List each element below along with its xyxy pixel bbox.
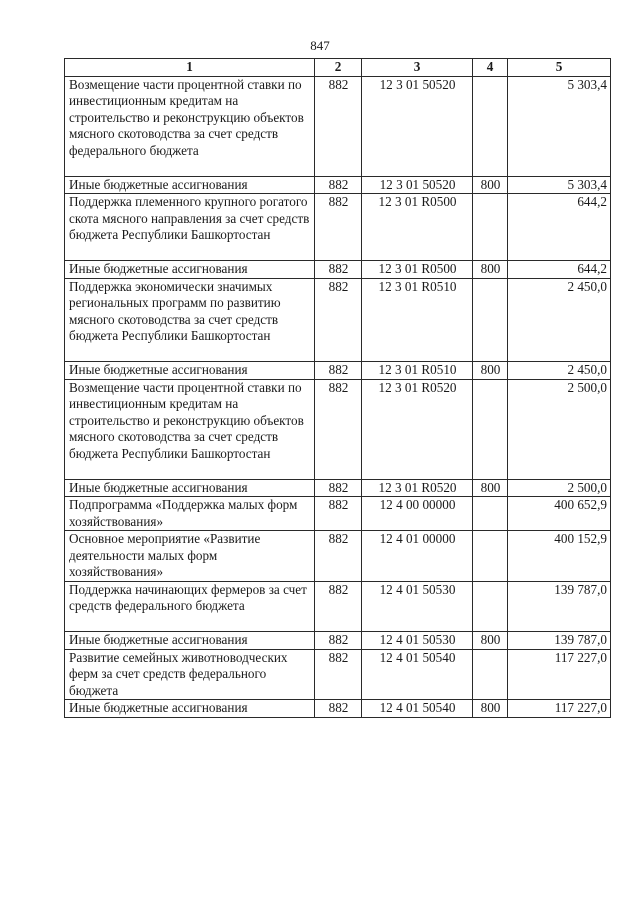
row-target-article: 12 3 01 R0510 bbox=[362, 278, 473, 362]
row-amount: 139 787,0 bbox=[508, 581, 611, 632]
row-name: Возмещение части процентной ставки по инвестиционным кредитам на строительство и реконструкцию объектов мясного скотоводства за счет средств бюджета Республики Башкортостан bbox=[65, 379, 315, 479]
row-code: 882 bbox=[315, 700, 362, 718]
column-header-5: 5 bbox=[508, 59, 611, 77]
row-amount: 2 500,0 bbox=[508, 479, 611, 497]
row-expense-type bbox=[473, 649, 508, 700]
table-row bbox=[65, 479, 611, 497]
row-target-article: 12 3 01 50520 bbox=[362, 76, 473, 176]
row-code: 882 bbox=[315, 194, 362, 261]
row-code: 882 bbox=[315, 278, 362, 362]
row-amount: 139 787,0 bbox=[508, 632, 611, 650]
row-name: Подпрограмма «Поддержка малых форм хозяйствования» bbox=[65, 497, 315, 531]
row-amount: 2 450,0 bbox=[508, 278, 611, 362]
table-row bbox=[65, 700, 611, 718]
row-amount: 644,2 bbox=[508, 261, 611, 279]
table-row bbox=[65, 497, 611, 531]
row-expense-type: 800 bbox=[473, 362, 508, 380]
table-row bbox=[65, 379, 611, 479]
table-row bbox=[65, 362, 611, 380]
row-expense-type: 800 bbox=[473, 176, 508, 194]
table-row bbox=[65, 581, 611, 632]
row-code: 882 bbox=[315, 581, 362, 632]
row-target-article: 12 3 01 R0500 bbox=[362, 194, 473, 261]
table-row bbox=[65, 176, 611, 194]
page-number: 847 bbox=[310, 38, 330, 53]
row-code: 882 bbox=[315, 176, 362, 194]
row-name: Иные бюджетные ассигнования bbox=[65, 362, 315, 380]
row-code: 882 bbox=[315, 76, 362, 176]
table-body bbox=[65, 76, 611, 717]
budget-table bbox=[64, 58, 611, 718]
row-amount: 400 152,9 bbox=[508, 531, 611, 582]
column-header-2: 2 bbox=[315, 59, 362, 77]
row-expense-type: 800 bbox=[473, 261, 508, 279]
row-expense-type bbox=[473, 278, 508, 362]
table-row bbox=[65, 531, 611, 582]
row-expense-type bbox=[473, 497, 508, 531]
row-name: Иные бюджетные ассигнования bbox=[65, 632, 315, 650]
row-code: 882 bbox=[315, 479, 362, 497]
row-name: Иные бюджетные ассигнования bbox=[65, 479, 315, 497]
row-target-article: 12 3 01 R0520 bbox=[362, 479, 473, 497]
row-target-article: 12 3 01 R0510 bbox=[362, 362, 473, 380]
column-header-3: 3 bbox=[362, 59, 473, 77]
row-code: 882 bbox=[315, 379, 362, 479]
row-name: Поддержка экономически значимых региональных программ по развитию мясного скотоводства за счет средств бюджета Республики Башкортостан bbox=[65, 278, 315, 362]
row-code: 882 bbox=[315, 632, 362, 650]
row-name: Иные бюджетные ассигнования bbox=[65, 261, 315, 279]
row-amount: 117 227,0 bbox=[508, 700, 611, 718]
row-amount: 5 303,4 bbox=[508, 76, 611, 176]
row-name: Поддержка начинающих фермеров за счет средств федерального бюджета bbox=[65, 581, 315, 632]
row-code: 882 bbox=[315, 649, 362, 700]
table-header-row bbox=[65, 59, 611, 77]
row-amount: 400 652,9 bbox=[508, 497, 611, 531]
table-row bbox=[65, 632, 611, 650]
row-name: Иные бюджетные ассигнования bbox=[65, 700, 315, 718]
row-expense-type: 800 bbox=[473, 632, 508, 650]
row-target-article: 12 3 01 50520 bbox=[362, 176, 473, 194]
row-target-article: 12 3 01 R0500 bbox=[362, 261, 473, 279]
row-target-article: 12 4 01 00000 bbox=[362, 531, 473, 582]
table-row bbox=[65, 76, 611, 176]
row-target-article: 12 4 00 00000 bbox=[362, 497, 473, 531]
row-code: 882 bbox=[315, 362, 362, 380]
row-code: 882 bbox=[315, 497, 362, 531]
row-amount: 2 500,0 bbox=[508, 379, 611, 479]
row-code: 882 bbox=[315, 261, 362, 279]
column-header-4: 4 bbox=[473, 59, 508, 77]
row-target-article: 12 4 01 50540 bbox=[362, 700, 473, 718]
row-expense-type: 800 bbox=[473, 479, 508, 497]
row-name: Возмещение части процентной ставки по инвестиционным кредитам на строительство и реконструкцию объектов мясного скотоводства за счет средств федерального бюджета bbox=[65, 76, 315, 176]
row-amount: 117 227,0 bbox=[508, 649, 611, 700]
table-row bbox=[65, 194, 611, 261]
row-target-article: 12 4 01 50530 bbox=[362, 632, 473, 650]
row-name: Иные бюджетные ассигнования bbox=[65, 176, 315, 194]
row-expense-type bbox=[473, 581, 508, 632]
row-expense-type bbox=[473, 76, 508, 176]
row-amount: 5 303,4 bbox=[508, 176, 611, 194]
row-expense-type: 800 bbox=[473, 700, 508, 718]
row-target-article: 12 3 01 R0520 bbox=[362, 379, 473, 479]
table-row bbox=[65, 261, 611, 279]
row-expense-type bbox=[473, 531, 508, 582]
row-code: 882 bbox=[315, 531, 362, 582]
row-expense-type bbox=[473, 379, 508, 479]
row-name: Основное мероприятие «Развитие деятельности малых форм хозяйствования» bbox=[65, 531, 315, 582]
row-target-article: 12 4 01 50540 bbox=[362, 649, 473, 700]
row-name: Поддержка племенного крупного рогатого скота мясного направления за счет средств бюджета Республики Башкортостан bbox=[65, 194, 315, 261]
row-expense-type bbox=[473, 194, 508, 261]
row-amount: 2 450,0 bbox=[508, 362, 611, 380]
column-header-1: 1 bbox=[65, 59, 315, 77]
row-target-article: 12 4 01 50530 bbox=[362, 581, 473, 632]
table-row bbox=[65, 278, 611, 362]
row-name: Развитие семейных животноводческих ферм за счет средств федерального бюджета bbox=[65, 649, 315, 700]
table-row bbox=[65, 649, 611, 700]
row-amount: 644,2 bbox=[508, 194, 611, 261]
